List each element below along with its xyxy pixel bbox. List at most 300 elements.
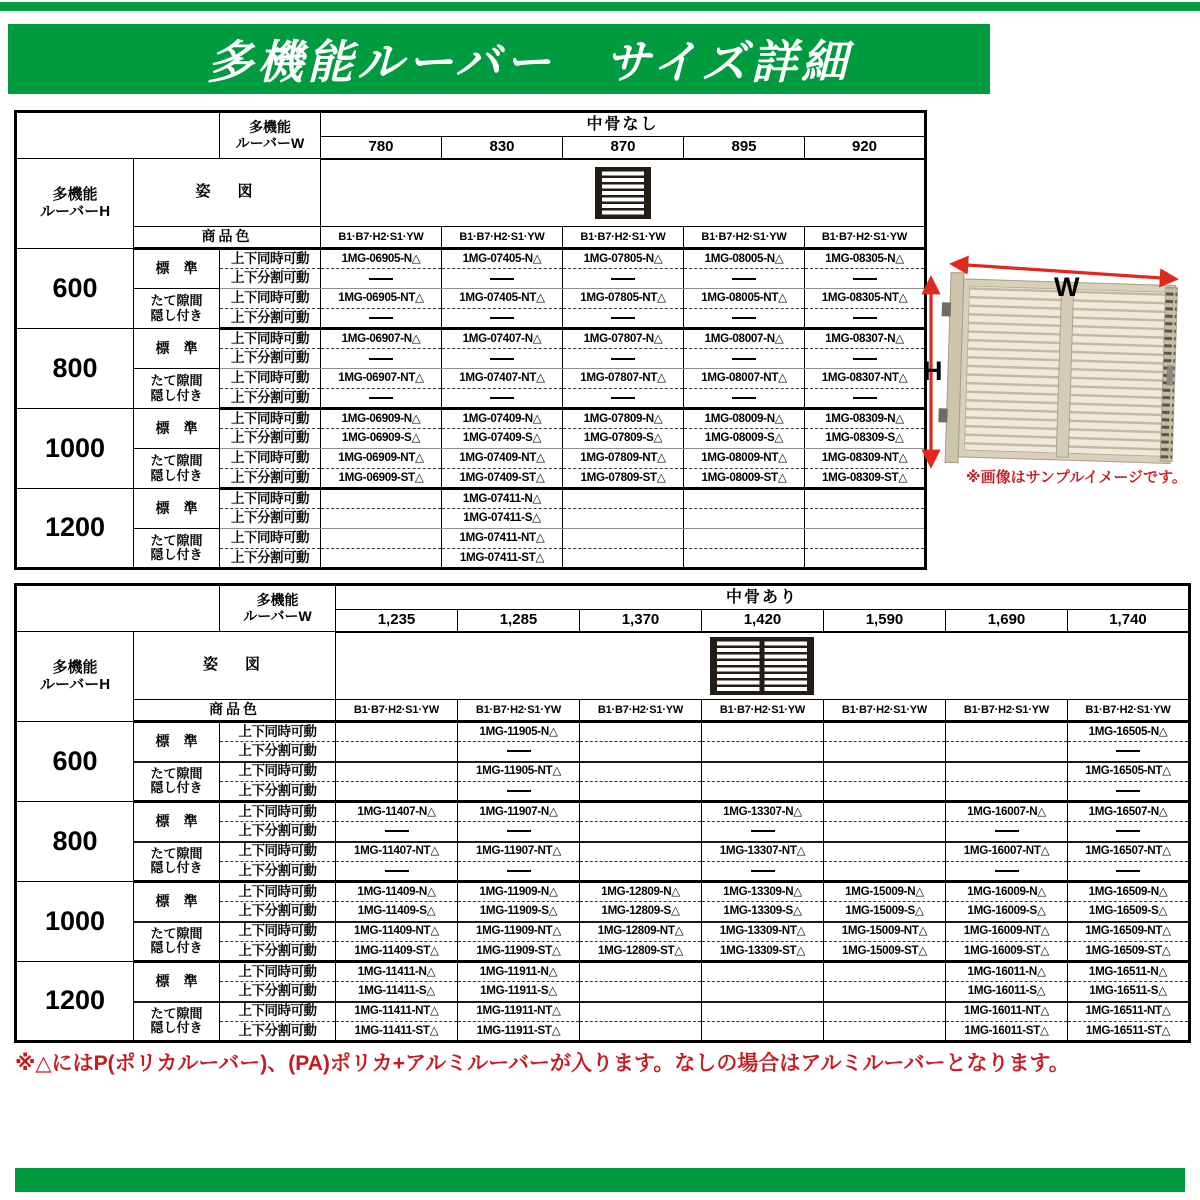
model-code-cell bbox=[1068, 822, 1190, 842]
table-row bbox=[16, 369, 926, 389]
table-row bbox=[16, 529, 926, 549]
width-value: 1,370 bbox=[580, 610, 702, 632]
motion-type-label: 上下分割可動 bbox=[220, 982, 336, 1002]
model-code-cell bbox=[321, 309, 442, 329]
w-header-label: 多機能 ルーバーW bbox=[220, 112, 321, 159]
model-code-cell bbox=[702, 822, 824, 842]
width-value: 1,740 bbox=[1068, 610, 1190, 632]
model-code-cell: 1MG-11911-NT△ bbox=[458, 1002, 580, 1022]
option-slit-cover: たて隙間 隠し付き bbox=[134, 449, 220, 489]
model-code-cell bbox=[702, 762, 824, 782]
model-code-cell bbox=[702, 862, 824, 882]
model-code-cell: 1MG-16007-N△ bbox=[946, 802, 1068, 822]
motion-type-label: 上下分割可動 bbox=[220, 902, 336, 922]
option-slit-cover: たて隙間 隠し付き bbox=[134, 922, 220, 962]
model-code-cell bbox=[805, 509, 926, 529]
model-code-cell: 1MG-13307-N△ bbox=[702, 802, 824, 822]
color-code-cell: B1·B7·H2·S1·YW bbox=[442, 227, 563, 249]
color-code-cell: B1·B7·H2·S1·YW bbox=[946, 700, 1068, 722]
height-value: 600 bbox=[16, 249, 134, 329]
model-code-cell bbox=[805, 489, 926, 509]
model-code-cell: 1MG-16507-NT△ bbox=[1068, 842, 1190, 862]
model-code-cell: 1MG-11407-N△ bbox=[336, 802, 458, 822]
width-value: 780 bbox=[321, 137, 442, 159]
option-standard: 標 準 bbox=[134, 409, 220, 449]
model-code-cell bbox=[321, 269, 442, 289]
dash-mark bbox=[369, 397, 393, 399]
model-code-cell: 1MG-11409-ST△ bbox=[336, 942, 458, 962]
dimension-h-label: H bbox=[923, 356, 943, 386]
model-code-cell bbox=[580, 862, 702, 882]
model-code-cell: 1MG-08309-N△ bbox=[805, 409, 926, 429]
motion-type-label: 上下同時可動 bbox=[220, 529, 321, 549]
motion-type-label: 上下分割可動 bbox=[220, 822, 336, 842]
height-value: 600 bbox=[16, 722, 134, 802]
model-code-cell bbox=[580, 982, 702, 1002]
model-code-cell bbox=[580, 1002, 702, 1022]
model-code-cell bbox=[336, 762, 458, 782]
dash-mark bbox=[853, 358, 877, 360]
model-code-cell: 1MG-16011-N△ bbox=[946, 962, 1068, 982]
dash-mark bbox=[490, 397, 514, 399]
model-code-cell: 1MG-06909-N△ bbox=[321, 409, 442, 429]
louver-sample-illustration bbox=[920, 250, 1200, 476]
model-code-cell bbox=[805, 529, 926, 549]
model-code-cell bbox=[336, 862, 458, 882]
model-code-cell bbox=[442, 389, 563, 409]
model-code-cell bbox=[824, 782, 946, 802]
model-code-cell bbox=[336, 742, 458, 762]
option-standard: 標 準 bbox=[134, 249, 220, 289]
model-code-cell bbox=[702, 982, 824, 1002]
height-value: 800 bbox=[16, 329, 134, 409]
model-code-cell: 1MG-08305-NT△ bbox=[805, 289, 926, 309]
model-code-cell: 1MG-11411-ST△ bbox=[336, 1022, 458, 1042]
model-code-cell bbox=[458, 862, 580, 882]
model-code-cell bbox=[946, 862, 1068, 882]
model-code-cell: 1MG-07409-ST△ bbox=[442, 469, 563, 489]
color-code-cell: B1·B7·H2·S1·YW bbox=[563, 227, 684, 249]
dash-mark bbox=[732, 278, 756, 280]
model-code-cell bbox=[321, 549, 442, 569]
dimension-w-label: W bbox=[1054, 272, 1080, 302]
model-code-cell: 1MG-11411-S△ bbox=[336, 982, 458, 1002]
model-code-cell: 1MG-06909-ST△ bbox=[321, 469, 442, 489]
dash-mark bbox=[369, 358, 393, 360]
motion-type-label: 上下同時可動 bbox=[220, 882, 336, 902]
model-code-cell bbox=[824, 862, 946, 882]
motion-type-label: 上下同時可動 bbox=[220, 842, 336, 862]
color-code-cell: B1·B7·H2·S1·YW bbox=[458, 700, 580, 722]
model-code-cell bbox=[946, 762, 1068, 782]
model-code-cell: 1MG-08309-S△ bbox=[805, 429, 926, 449]
motion-type-label: 上下同時可動 bbox=[220, 962, 336, 982]
motion-type-label: 上下同時可動 bbox=[220, 1002, 336, 1022]
dash-mark bbox=[385, 830, 409, 832]
model-code-cell bbox=[580, 722, 702, 742]
model-code-cell: 1MG-16011-S△ bbox=[946, 982, 1068, 1002]
model-code-cell bbox=[684, 489, 805, 509]
motion-type-label: 上下同時可動 bbox=[220, 922, 336, 942]
model-code-cell: 1MG-07409-N△ bbox=[442, 409, 563, 429]
model-code-cell: 1MG-13307-NT△ bbox=[702, 842, 824, 862]
nakabone-header: 中骨なし bbox=[321, 112, 926, 137]
h-header-label: 多機能 ルーバーH bbox=[16, 632, 134, 722]
color-code-cell: B1·B7·H2·S1·YW bbox=[321, 227, 442, 249]
model-code-cell bbox=[321, 509, 442, 529]
motion-type-label: 上下分割可動 bbox=[220, 269, 321, 289]
model-code-cell bbox=[946, 822, 1068, 842]
color-label: 商品色 bbox=[134, 700, 336, 722]
dash-mark bbox=[611, 317, 635, 319]
model-code-cell: 1MG-07407-N△ bbox=[442, 329, 563, 349]
model-code-cell: 1MG-08309-NT△ bbox=[805, 449, 926, 469]
option-slit-cover: たて隙間 隠し付き bbox=[134, 369, 220, 409]
model-code-cell: 1MG-11909-ST△ bbox=[458, 942, 580, 962]
width-value: 1,235 bbox=[336, 610, 458, 632]
model-code-cell: 1MG-07411-N△ bbox=[442, 489, 563, 509]
table-nakabone-ari-wrap bbox=[14, 583, 1191, 1043]
model-code-cell: 1MG-07805-NT△ bbox=[563, 289, 684, 309]
dash-mark bbox=[732, 358, 756, 360]
model-code-cell bbox=[805, 349, 926, 369]
color-code-cell: B1·B7·H2·S1·YW bbox=[336, 700, 458, 722]
option-standard: 標 準 bbox=[134, 489, 220, 529]
model-code-cell bbox=[684, 529, 805, 549]
louver-figure-icon bbox=[710, 637, 814, 695]
model-code-cell: 1MG-07805-N△ bbox=[563, 249, 684, 269]
model-code-cell: 1MG-07409-NT△ bbox=[442, 449, 563, 469]
option-standard: 標 準 bbox=[134, 802, 220, 842]
model-code-cell bbox=[824, 1002, 946, 1022]
dash-mark bbox=[507, 830, 531, 832]
model-code-cell: 1MG-08005-NT△ bbox=[684, 289, 805, 309]
dash-mark bbox=[853, 397, 877, 399]
model-code-cell: 1MG-15009-N△ bbox=[824, 882, 946, 902]
model-code-cell: 1MG-13309-N△ bbox=[702, 882, 824, 902]
model-code-cell bbox=[702, 742, 824, 762]
model-code-cell bbox=[702, 782, 824, 802]
model-code-cell: 1MG-16511-NT△ bbox=[1068, 1002, 1190, 1022]
color-label: 商品色 bbox=[134, 227, 321, 249]
motion-type-label: 上下分割可動 bbox=[220, 309, 321, 329]
model-code-cell: 1MG-16509-S△ bbox=[1068, 902, 1190, 922]
model-code-cell bbox=[580, 962, 702, 982]
model-code-cell bbox=[321, 389, 442, 409]
height-value: 1000 bbox=[16, 882, 134, 962]
model-code-cell: 1MG-11409-N△ bbox=[336, 882, 458, 902]
model-code-cell: 1MG-08009-N△ bbox=[684, 409, 805, 429]
model-code-cell bbox=[684, 269, 805, 289]
width-value: 1,420 bbox=[702, 610, 824, 632]
color-code-cell: B1·B7·H2·S1·YW bbox=[824, 700, 946, 722]
table-row bbox=[16, 882, 1190, 902]
model-code-cell bbox=[563, 549, 684, 569]
motion-type-label: 上下同時可動 bbox=[220, 249, 321, 269]
option-slit-cover: たて隙間 隠し付き bbox=[134, 1002, 220, 1042]
model-code-cell bbox=[321, 529, 442, 549]
table-row bbox=[16, 409, 926, 429]
footnote: ※△にはP(ポリカルーバー)、(PA)ポリカ+アルミルーバーが入ります。なしの場合はアルミルーバーとなります。 bbox=[15, 1052, 1070, 1075]
model-code-cell bbox=[563, 509, 684, 529]
page-title: 多機能ルーバー サイズ詳細 bbox=[206, 36, 852, 88]
dash-mark bbox=[611, 358, 635, 360]
model-code-cell bbox=[580, 822, 702, 842]
model-code-cell bbox=[824, 822, 946, 842]
title-banner bbox=[8, 24, 990, 94]
model-code-cell bbox=[563, 309, 684, 329]
model-code-cell bbox=[442, 309, 563, 329]
model-code-cell bbox=[458, 742, 580, 762]
table-nakabone-nashi-wrap bbox=[14, 110, 927, 570]
table-row bbox=[16, 922, 1190, 942]
dash-mark bbox=[507, 750, 531, 752]
height-value: 800 bbox=[16, 802, 134, 882]
h-header-label: 多機能 ルーバーH bbox=[16, 159, 134, 249]
table-row bbox=[16, 842, 1190, 862]
model-code-cell: 1MG-07809-ST△ bbox=[563, 469, 684, 489]
model-code-cell bbox=[563, 389, 684, 409]
model-code-cell: 1MG-08009-S△ bbox=[684, 429, 805, 449]
dash-mark bbox=[1116, 870, 1140, 872]
motion-type-label: 上下分割可動 bbox=[220, 389, 321, 409]
figure-label: 姿 図 bbox=[134, 632, 336, 700]
model-code-cell: 1MG-11409-S△ bbox=[336, 902, 458, 922]
table-row bbox=[16, 722, 1190, 742]
model-code-cell: 1MG-15009-NT△ bbox=[824, 922, 946, 942]
model-code-cell bbox=[824, 742, 946, 762]
option-slit-cover: たて隙間 隠し付き bbox=[134, 842, 220, 882]
option-slit-cover: たて隙間 隠し付き bbox=[134, 762, 220, 802]
model-code-cell bbox=[805, 309, 926, 329]
model-code-cell bbox=[336, 782, 458, 802]
dash-mark bbox=[732, 317, 756, 319]
dash-mark bbox=[490, 358, 514, 360]
motion-type-label: 上下分割可動 bbox=[220, 509, 321, 529]
dash-mark bbox=[369, 278, 393, 280]
table-row bbox=[16, 329, 926, 349]
model-code-cell: 1MG-07411-ST△ bbox=[442, 549, 563, 569]
model-code-cell: 1MG-16509-NT△ bbox=[1068, 922, 1190, 942]
model-code-cell: 1MG-07409-S△ bbox=[442, 429, 563, 449]
model-code-cell: 1MG-16505-N△ bbox=[1068, 722, 1190, 742]
model-code-cell bbox=[458, 822, 580, 842]
model-code-cell bbox=[580, 762, 702, 782]
model-code-cell: 1MG-13309-NT△ bbox=[702, 922, 824, 942]
model-code-cell bbox=[702, 1002, 824, 1022]
model-code-cell: 1MG-16505-NT△ bbox=[1068, 762, 1190, 782]
table-row bbox=[16, 802, 1190, 822]
color-code-cell: B1·B7·H2·S1·YW bbox=[805, 227, 926, 249]
model-code-cell: 1MG-08307-NT△ bbox=[805, 369, 926, 389]
model-code-cell: 1MG-06907-NT△ bbox=[321, 369, 442, 389]
model-code-cell bbox=[563, 489, 684, 509]
model-code-cell: 1MG-07411-S△ bbox=[442, 509, 563, 529]
model-code-cell: 1MG-11911-ST△ bbox=[458, 1022, 580, 1042]
model-code-cell bbox=[336, 722, 458, 742]
model-code-cell: 1MG-08309-ST△ bbox=[805, 469, 926, 489]
model-code-cell: 1MG-07405-NT△ bbox=[442, 289, 563, 309]
model-code-cell: 1MG-11909-N△ bbox=[458, 882, 580, 902]
mount-bracket bbox=[942, 302, 951, 316]
model-code-cell bbox=[824, 842, 946, 862]
option-slit-cover: たて隙間 隠し付き bbox=[134, 289, 220, 329]
model-code-cell: 1MG-11905-NT△ bbox=[458, 762, 580, 782]
model-code-cell: 1MG-16511-N△ bbox=[1068, 962, 1190, 982]
table-row bbox=[16, 489, 926, 509]
model-code-cell: 1MG-08007-N△ bbox=[684, 329, 805, 349]
model-code-cell: 1MG-11411-N△ bbox=[336, 962, 458, 982]
model-code-cell: 1MG-16009-N△ bbox=[946, 882, 1068, 902]
model-code-cell: 1MG-16009-ST△ bbox=[946, 942, 1068, 962]
model-code-cell: 1MG-11905-N△ bbox=[458, 722, 580, 742]
motion-type-label: 上下分割可動 bbox=[220, 782, 336, 802]
dash-mark bbox=[490, 317, 514, 319]
model-code-cell: 1MG-06909-NT△ bbox=[321, 449, 442, 469]
dash-mark bbox=[853, 278, 877, 280]
model-code-cell: 1MG-16011-NT△ bbox=[946, 1002, 1068, 1022]
model-code-cell: 1MG-16009-NT△ bbox=[946, 922, 1068, 942]
table-row bbox=[16, 962, 1190, 982]
height-value: 1000 bbox=[16, 409, 134, 489]
figure-label: 姿 図 bbox=[134, 159, 321, 227]
size-table-nakabone-nashi bbox=[14, 110, 927, 570]
model-code-cell bbox=[684, 389, 805, 409]
model-code-cell: 1MG-16007-NT△ bbox=[946, 842, 1068, 862]
model-code-cell bbox=[321, 489, 442, 509]
motion-type-label: 上下分割可動 bbox=[220, 469, 321, 489]
model-code-cell bbox=[702, 1022, 824, 1042]
model-code-cell: 1MG-11907-NT△ bbox=[458, 842, 580, 862]
model-code-cell: 1MG-08005-N△ bbox=[684, 249, 805, 269]
model-code-cell bbox=[805, 389, 926, 409]
option-standard: 標 準 bbox=[134, 722, 220, 762]
model-code-cell: 1MG-15009-ST△ bbox=[824, 942, 946, 962]
model-code-cell bbox=[824, 722, 946, 742]
model-code-cell: 1MG-06905-NT△ bbox=[321, 289, 442, 309]
motion-type-label: 上下同時可動 bbox=[220, 369, 321, 389]
model-code-cell bbox=[563, 349, 684, 369]
top-accent-line bbox=[0, 2, 1200, 11]
model-code-cell: 1MG-06909-S△ bbox=[321, 429, 442, 449]
model-code-cell bbox=[684, 349, 805, 369]
model-code-cell: 1MG-16511-ST△ bbox=[1068, 1022, 1190, 1042]
dash-mark bbox=[995, 870, 1019, 872]
motion-type-label: 上下同時可動 bbox=[220, 409, 321, 429]
model-code-cell: 1MG-12809-NT△ bbox=[580, 922, 702, 942]
color-code-cell: B1·B7·H2·S1·YW bbox=[580, 700, 702, 722]
model-code-cell bbox=[580, 802, 702, 822]
model-code-cell bbox=[824, 982, 946, 1002]
model-code-cell: 1MG-07411-NT△ bbox=[442, 529, 563, 549]
motion-type-label: 上下分割可動 bbox=[220, 742, 336, 762]
dash-mark bbox=[611, 397, 635, 399]
model-code-cell: 1MG-08007-NT△ bbox=[684, 369, 805, 389]
model-code-cell: 1MG-12809-N△ bbox=[580, 882, 702, 902]
model-code-cell: 1MG-16509-ST△ bbox=[1068, 942, 1190, 962]
dash-mark bbox=[507, 790, 531, 792]
option-slit-cover: たて隙間 隠し付き bbox=[134, 529, 220, 569]
dash-mark bbox=[369, 317, 393, 319]
louver-figure-icon bbox=[595, 167, 651, 219]
nakabone-header: 中骨あり bbox=[336, 585, 1190, 610]
dash-mark bbox=[507, 870, 531, 872]
model-code-cell: 1MG-11911-S△ bbox=[458, 982, 580, 1002]
model-code-cell bbox=[824, 962, 946, 982]
width-value: 870 bbox=[563, 137, 684, 159]
dash-mark bbox=[751, 830, 775, 832]
dash-mark bbox=[732, 397, 756, 399]
model-code-cell bbox=[580, 742, 702, 762]
model-code-cell: 1MG-16511-S△ bbox=[1068, 982, 1190, 1002]
model-code-cell bbox=[1068, 782, 1190, 802]
model-code-cell bbox=[442, 269, 563, 289]
model-code-cell bbox=[702, 962, 824, 982]
width-value: 1,590 bbox=[824, 610, 946, 632]
model-code-cell: 1MG-13309-S△ bbox=[702, 902, 824, 922]
model-code-cell bbox=[824, 802, 946, 822]
model-code-cell bbox=[702, 722, 824, 742]
table-row bbox=[16, 449, 926, 469]
motion-type-label: 上下同時可動 bbox=[220, 289, 321, 309]
model-code-cell: 1MG-07405-N△ bbox=[442, 249, 563, 269]
model-code-cell: 1MG-16011-ST△ bbox=[946, 1022, 1068, 1042]
model-code-cell bbox=[805, 269, 926, 289]
model-code-cell bbox=[563, 269, 684, 289]
motion-type-label: 上下同時可動 bbox=[220, 722, 336, 742]
width-value: 1,285 bbox=[458, 610, 580, 632]
color-code-cell: B1·B7·H2·S1·YW bbox=[684, 227, 805, 249]
model-code-cell bbox=[580, 782, 702, 802]
table-row bbox=[16, 1002, 1190, 1022]
motion-type-label: 上下分割可動 bbox=[220, 1022, 336, 1042]
sample-image-note: ※画像はサンプルイメージです。 bbox=[966, 469, 1187, 486]
model-code-cell bbox=[824, 762, 946, 782]
motion-type-label: 上下同時可動 bbox=[220, 329, 321, 349]
dash-mark bbox=[385, 870, 409, 872]
table-row bbox=[16, 249, 926, 269]
dash-mark bbox=[1116, 750, 1140, 752]
model-code-cell: 1MG-11909-NT△ bbox=[458, 922, 580, 942]
model-code-cell: 1MG-13309-ST△ bbox=[702, 942, 824, 962]
model-code-cell bbox=[684, 309, 805, 329]
motion-type-label: 上下分割可動 bbox=[220, 549, 321, 569]
color-code-cell: B1·B7·H2·S1·YW bbox=[702, 700, 824, 722]
model-code-cell: 1MG-15009-S△ bbox=[824, 902, 946, 922]
model-code-cell: 1MG-08009-ST△ bbox=[684, 469, 805, 489]
model-code-cell bbox=[321, 349, 442, 369]
model-code-cell bbox=[1068, 862, 1190, 882]
motion-type-label: 上下分割可動 bbox=[220, 862, 336, 882]
model-code-cell bbox=[458, 782, 580, 802]
model-code-cell bbox=[824, 1022, 946, 1042]
model-code-cell bbox=[580, 842, 702, 862]
width-value: 830 bbox=[442, 137, 563, 159]
width-value: 895 bbox=[684, 137, 805, 159]
model-code-cell bbox=[946, 782, 1068, 802]
color-code-cell: B1·B7·H2·S1·YW bbox=[1068, 700, 1190, 722]
model-code-cell bbox=[684, 549, 805, 569]
model-code-cell: 1MG-11407-NT△ bbox=[336, 842, 458, 862]
model-code-cell: 1MG-11909-S△ bbox=[458, 902, 580, 922]
model-code-cell bbox=[946, 722, 1068, 742]
model-code-cell: 1MG-11409-NT△ bbox=[336, 922, 458, 942]
motion-type-label: 上下同時可動 bbox=[220, 762, 336, 782]
model-code-cell bbox=[1068, 742, 1190, 762]
model-code-cell: 1MG-08305-N△ bbox=[805, 249, 926, 269]
model-code-cell bbox=[336, 822, 458, 842]
model-code-cell: 1MG-07807-NT△ bbox=[563, 369, 684, 389]
